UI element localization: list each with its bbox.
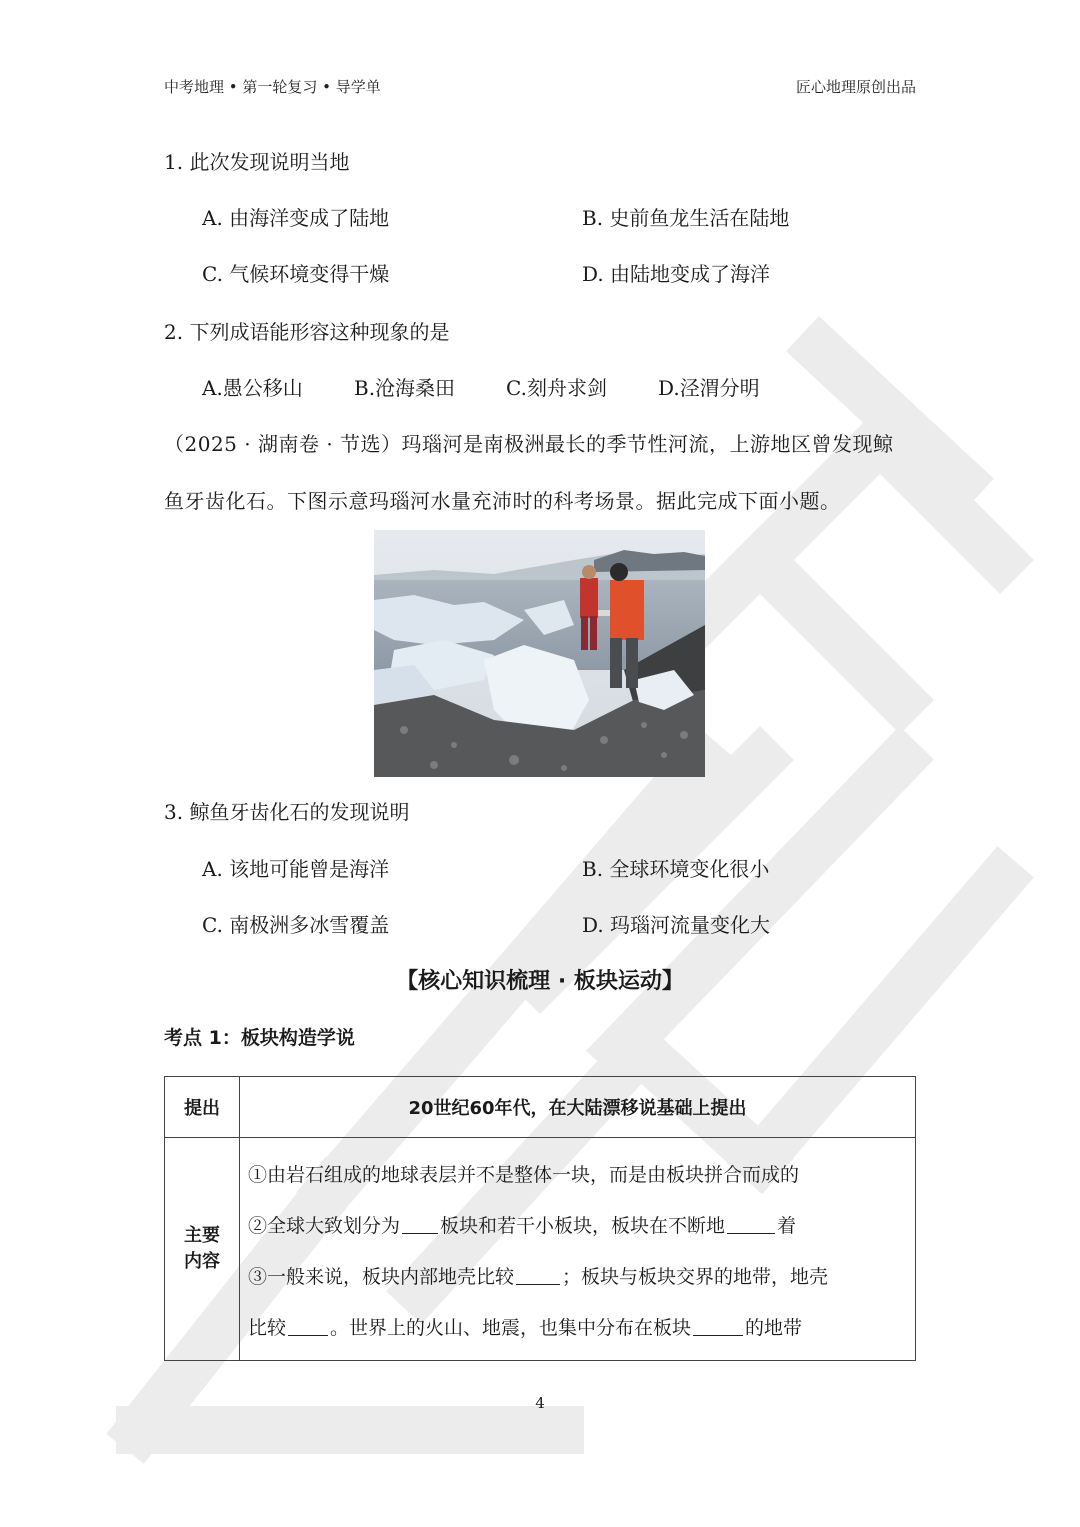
fill-blank[interactable] xyxy=(288,1315,328,1336)
content-text: ；板块与板块交界的地带，地壳 xyxy=(562,1266,829,1288)
row-label-main-content xyxy=(165,1138,240,1361)
q2-stem: 2. 下列成语能形容这种现象的是 xyxy=(164,320,450,344)
label-line-1: 主要 xyxy=(184,1225,220,1246)
q1-option-b: B. 史前鱼龙生活在陆地 xyxy=(582,206,790,230)
content-item-4 xyxy=(248,1303,907,1354)
fill-blank[interactable] xyxy=(402,1213,438,1234)
q3-option-d: D. 玛瑙河流量变化大 xyxy=(582,913,771,937)
fill-blank[interactable] xyxy=(516,1264,560,1285)
passage-line-2: 鱼牙齿化石。下图示意玛瑙河水量充沛时的科考场景。据此完成下面小题。 xyxy=(164,489,841,513)
q3-option-a: A. 该地可能曾是海洋 xyxy=(202,857,390,881)
q1-option-a: A. 由海洋变成了陆地 xyxy=(202,206,390,230)
section-title: 【核心知识梳理 · 板块运动】 xyxy=(396,969,684,994)
research-scene-photo xyxy=(374,530,705,777)
q1-option-d: D. 由陆地变成了海洋 xyxy=(582,262,771,286)
page-number: 4 xyxy=(535,1394,545,1412)
q2-option-b: B.沧海桑田 xyxy=(354,376,456,400)
content-text: ③一般来说，板块内部地壳比较 xyxy=(248,1266,515,1288)
q2-option-c: C.刻舟求剑 xyxy=(506,376,607,400)
table-row xyxy=(165,1077,916,1138)
label-line-2: 内容 xyxy=(184,1251,220,1272)
content-text: ②全球大致划分为 xyxy=(248,1215,401,1237)
content-text: 。世界上的火山、地震，也集中分布在板块 xyxy=(330,1317,692,1339)
table-row xyxy=(165,1138,916,1361)
q1-stem: 1. 此次发现说明当地 xyxy=(164,150,350,174)
content-text: 着 xyxy=(777,1215,797,1237)
q3-stem: 3. 鲸鱼牙齿化石的发现说明 xyxy=(164,800,410,824)
q1-option-c: C. 气候环境变得干燥 xyxy=(202,262,390,286)
row-value-proposed: 20世纪60年代，在大陆漂移说基础上提出 xyxy=(240,1077,916,1138)
content-item-2 xyxy=(248,1201,907,1252)
q2-option-a: A.愚公移山 xyxy=(202,376,303,400)
q3-option-b: B. 全球环境变化很小 xyxy=(582,857,770,881)
kaodian-heading: 考点 1：板块构造学说 xyxy=(164,1027,355,1049)
content-item-1 xyxy=(248,1150,907,1201)
row-label-proposed: 提出 xyxy=(165,1077,240,1138)
content-text: 的地带 xyxy=(745,1317,803,1339)
header-brand: 匠心地理原创出品 xyxy=(795,78,916,96)
passage-line-1: （2025 · 湖南卷 · 节选）玛瑙河是南极洲最长的季节性河流，上游地区曾发现鲸 xyxy=(164,432,894,456)
q3-option-c: C. 南极洲多冰雪覆盖 xyxy=(202,913,390,937)
content-item-3 xyxy=(248,1252,907,1303)
content-text: 板块和若干小板块，板块在不断地 xyxy=(440,1215,726,1237)
content-text: ①由岩石组成的地球表层并不是整体一块，而是由板块拼合而成的 xyxy=(248,1164,800,1186)
q2-option-d: D.泾渭分明 xyxy=(658,376,760,400)
fill-blank[interactable] xyxy=(693,1315,743,1336)
plate-tectonics-table xyxy=(164,1076,916,1361)
main-content-cell xyxy=(240,1138,916,1361)
fill-blank[interactable] xyxy=(727,1213,775,1234)
header-title: 中考地理 • 第一轮复习 • 导学单 xyxy=(164,78,381,96)
content-text: 比较 xyxy=(248,1317,287,1339)
